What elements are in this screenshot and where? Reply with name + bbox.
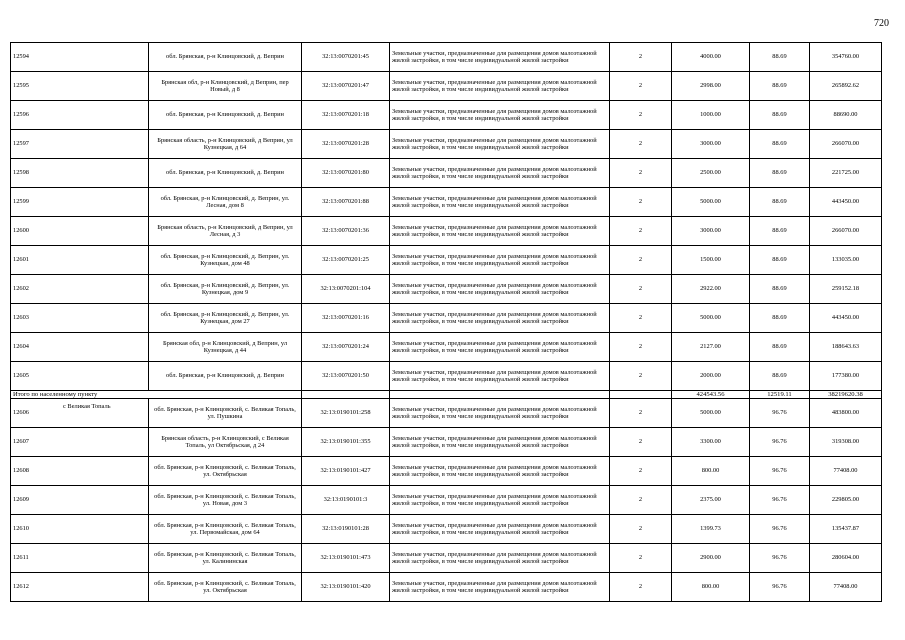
category-cell: 2 [610, 428, 672, 457]
category-cell: 2 [610, 362, 672, 391]
row-number-cell: 12611 [11, 544, 149, 573]
row-number-cell: 12599 [11, 188, 149, 217]
area-cell: 4000.00 [672, 43, 750, 72]
cadastral-value-cell: 443450.00 [810, 304, 882, 333]
subtotal-empty-cell [302, 391, 390, 399]
address-cell: обл. Брянская, р-н Клинцовский, д. Веприн [149, 362, 302, 391]
land-purpose-cell: Земельные участки, предназначенные для размещения домов малоэтажной жилой застройки, в том числе индивидуальной жилой застройки [390, 275, 610, 304]
land-purpose-cell: Земельные участки, предназначенные для размещения домов малоэтажной жилой застройки, в том числе индивидуальной жилой застройки [390, 43, 610, 72]
cadastral-number-cell: 32:13:0070201:25 [302, 246, 390, 275]
row-number-cell: 12608 [11, 457, 149, 486]
table-row [11, 217, 882, 246]
row-number-cell: 12602 [11, 275, 149, 304]
cadastral-value-cell: 188643.63 [810, 333, 882, 362]
address-cell: обл. Брянская, р-н Клинцовский, д. Веприн, ул. Кузнецкая, дом 27 [149, 304, 302, 333]
cadastral-number-cell: 32:13:0190101:355 [302, 428, 390, 457]
subtotal-value: 38219620.38 [810, 391, 882, 399]
row-number-cell: 12606 с Великая Топаль [11, 399, 149, 428]
category-cell: 2 [610, 486, 672, 515]
area-cell: 5000.00 [672, 304, 750, 333]
land-purpose-cell: Земельные участки, предназначенные для размещения домов малоэтажной жилой застройки, в том числе индивидуальной жилой застройки [390, 362, 610, 391]
area-cell: 2998.00 [672, 72, 750, 101]
address-cell: обл. Брянская, р-н Клинцовский, д. Веприн [149, 101, 302, 130]
address-cell: обл. Брянская, р-н Клинцовский, с. Великая Топаль, ул. Пушкина [149, 399, 302, 428]
cadastral-value-cell: 135437.87 [810, 515, 882, 544]
row-number-cell: 12597 [11, 130, 149, 159]
row-number-cell: 12607 [11, 428, 149, 457]
cadastral-value-cell: 354760.00 [810, 43, 882, 72]
address-cell: обл. Брянская, р-н Клинцовский, с. Великая Топаль, ул. Калининская [149, 544, 302, 573]
cadastral-number-cell: 32:13:0070201:50 [302, 362, 390, 391]
specific-value-cell: 96.76 [750, 573, 810, 602]
cadastral-number-cell: 32:13:0190101:473 [302, 544, 390, 573]
table-row [11, 72, 882, 101]
address-cell: обл. Брянская, р-н Клинцовский, с. Великая Топаль, ул. Октябрьская [149, 457, 302, 486]
cadastral-value-cell: 221725.00 [810, 159, 882, 188]
address-cell: Брянская область, р-н Клинцовский, с Великая Топаль, ул Октябрьская, д 24 [149, 428, 302, 457]
subtotal-empty-cell [610, 391, 672, 399]
cadastral-value-cell: 265892.62 [810, 72, 882, 101]
table-row [11, 515, 882, 544]
specific-value-cell: 88.69 [750, 72, 810, 101]
category-cell: 2 [610, 457, 672, 486]
table-row [11, 573, 882, 602]
category-cell: 2 [610, 333, 672, 362]
table-row [11, 159, 882, 188]
row-number-cell: 12598 [11, 159, 149, 188]
table-row [11, 428, 882, 457]
cadastral-number-cell: 32:13:0070201:47 [302, 72, 390, 101]
land-purpose-cell: Земельные участки, предназначенные для размещения домов малоэтажной жилой застройки, в том числе индивидуальной жилой застройки [390, 188, 610, 217]
land-purpose-cell: Земельные участки, предназначенные для размещения домов малоэтажной жилой застройки, в том числе индивидуальной жилой застройки [390, 304, 610, 333]
category-cell: 2 [610, 515, 672, 544]
land-purpose-cell: Земельные участки, предназначенные для размещения домов малоэтажной жилой застройки, в том числе индивидуальной жилой застройки [390, 486, 610, 515]
subtotal-area: 424543.56 [672, 391, 750, 399]
table-row [11, 333, 882, 362]
category-cell: 2 [610, 217, 672, 246]
address-cell: Брянская область, р-н Клинцовский, д Веприн, ул Кузнецкая, д 64 [149, 130, 302, 159]
land-purpose-cell: Земельные участки, предназначенные для размещения домов малоэтажной жилой застройки, в том числе индивидуальной жилой застройки [390, 246, 610, 275]
cadastral-number-cell: 32:13:0070201:80 [302, 159, 390, 188]
address-cell: обл. Брянская, р-н Клинцовский, д. Веприн, ул. Лесная, дом 8 [149, 188, 302, 217]
land-purpose-cell: Земельные участки, предназначенные для размещения домов малоэтажной жилой застройки, в том числе индивидуальной жилой застройки [390, 573, 610, 602]
land-purpose-cell: Земельные участки, предназначенные для размещения домов малоэтажной жилой застройки, в том числе индивидуальной жилой застройки [390, 333, 610, 362]
cadastral-number-cell: 32:13:0070201:104 [302, 275, 390, 304]
row-number-cell: 12604 [11, 333, 149, 362]
area-cell: 5000.00 [672, 188, 750, 217]
category-cell: 2 [610, 130, 672, 159]
cadastral-value-cell: 177380.00 [810, 362, 882, 391]
address-cell: обл. Брянская, р-н Клинцовский, с. Великая Топаль, ул. Новая, дом 3 [149, 486, 302, 515]
land-purpose-cell: Земельные участки, предназначенные для размещения домов малоэтажной жилой застройки, в том числе индивидуальной жилой застройки [390, 399, 610, 428]
table-body-velikaya-topal [11, 399, 882, 602]
specific-value-cell: 96.76 [750, 428, 810, 457]
land-purpose-cell: Земельные участки, предназначенные для размещения домов малоэтажной жилой застройки, в том числе индивидуальной жилой застройки [390, 515, 610, 544]
area-cell: 2000.00 [672, 362, 750, 391]
row-number-cell: 12605 [11, 362, 149, 391]
category-cell: 2 [610, 544, 672, 573]
cadastral-value-cell: 266070.00 [810, 217, 882, 246]
land-purpose-cell: Земельные участки, предназначенные для размещения домов малоэтажной жилой застройки, в том числе индивидуальной жилой застройки [390, 428, 610, 457]
address-cell: обл. Брянская, р-н Клинцовский, с. Великая Топаль, ул. Октябрьская [149, 573, 302, 602]
category-cell: 2 [610, 159, 672, 188]
land-purpose-cell: Земельные участки, предназначенные для размещения домов малоэтажной жилой застройки, в том числе индивидуальной жилой застройки [390, 159, 610, 188]
locality-label: с Великая Топаль [63, 402, 111, 410]
row-number-cell: 12595 [11, 72, 149, 101]
page-number: 720 [874, 18, 889, 29]
row-number-cell: 12610 [11, 515, 149, 544]
cadastral-number-cell: 32:13:0190101:427 [302, 457, 390, 486]
category-cell: 2 [610, 573, 672, 602]
specific-value-cell: 88.69 [750, 188, 810, 217]
address-cell: Брянская обл, р-н Клинцовский, д Веприн, пер Новый, д 8 [149, 72, 302, 101]
address-cell: Брянская область, р-н Клинцовский, д Веприн, ул Лесная, д 3 [149, 217, 302, 246]
cadastral-value-cell: 77408.00 [810, 573, 882, 602]
land-purpose-cell: Земельные участки, предназначенные для размещения домов малоэтажной жилой застройки, в том числе индивидуальной жилой застройки [390, 72, 610, 101]
subtotal-rate: 12519.11 [750, 391, 810, 399]
category-cell: 2 [610, 304, 672, 333]
table-row [11, 275, 882, 304]
category-cell: 2 [610, 101, 672, 130]
specific-value-cell: 88.69 [750, 217, 810, 246]
cadastral-number-cell: 32:13:0070201:36 [302, 217, 390, 246]
specific-value-cell: 96.76 [750, 399, 810, 428]
cadastral-value-cell: 229805.00 [810, 486, 882, 515]
cadastral-number-cell: 32:13:0070201:28 [302, 130, 390, 159]
cadastral-value-cell: 443450.00 [810, 188, 882, 217]
row-number-cell: 12601 [11, 246, 149, 275]
specific-value-cell: 88.69 [750, 333, 810, 362]
land-purpose-cell: Земельные участки, предназначенные для размещения домов малоэтажной жилой застройки, в том числе индивидуальной жилой застройки [390, 457, 610, 486]
row-number-cell: 12612 [11, 573, 149, 602]
subtotal-row [11, 391, 882, 399]
specific-value-cell: 96.76 [750, 457, 810, 486]
table-row [11, 362, 882, 391]
category-cell: 2 [610, 246, 672, 275]
area-cell: 1399.73 [672, 515, 750, 544]
category-cell: 2 [610, 188, 672, 217]
cadastral-value-cell: 266070.00 [810, 130, 882, 159]
cadastral-number-cell: 32:13:0070201:88 [302, 188, 390, 217]
table-row [11, 544, 882, 573]
address-cell: Брянская обл, р-н Клинцовский, д Веприн, ул Кузнецкая, д 44 [149, 333, 302, 362]
cadastral-value-cell: 259152.18 [810, 275, 882, 304]
land-purpose-cell: Земельные участки, предназначенные для размещения домов малоэтажной жилой застройки, в том числе индивидуальной жилой застройки [390, 101, 610, 130]
area-cell: 2127.00 [672, 333, 750, 362]
cadastral-value-cell: 88690.00 [810, 101, 882, 130]
cadastral-number-cell: 32:13:0070201:45 [302, 43, 390, 72]
table-row [11, 101, 882, 130]
land-purpose-cell: Земельные участки, предназначенные для размещения домов малоэтажной жилой застройки, в том числе индивидуальной жилой застройки [390, 217, 610, 246]
specific-value-cell: 88.69 [750, 246, 810, 275]
table-row [11, 486, 882, 515]
cadastral-value-cell: 280604.00 [810, 544, 882, 573]
table-body-veprin [11, 43, 882, 391]
category-cell: 2 [610, 72, 672, 101]
area-cell: 2900.00 [672, 544, 750, 573]
cadastral-number-cell: 32:13:0070201:18 [302, 101, 390, 130]
specific-value-cell: 96.76 [750, 515, 810, 544]
cadastral-number-cell: 32:13:0190101:420 [302, 573, 390, 602]
table-row [11, 246, 882, 275]
category-cell: 2 [610, 399, 672, 428]
subtotal-label: Итого по населенному пункту [11, 391, 302, 399]
table-row [11, 43, 882, 72]
land-purpose-cell: Земельные участки, предназначенные для размещения домов малоэтажной жилой застройки, в том числе индивидуальной жилой застройки [390, 544, 610, 573]
subtotal-empty-cell [390, 391, 610, 399]
specific-value-cell: 88.69 [750, 362, 810, 391]
specific-value-cell: 88.69 [750, 304, 810, 333]
row-number-cell: 12603 [11, 304, 149, 333]
address-cell: обл. Брянская, р-н Клинцовский, д. Веприн, ул. Кузнецкая, дом 9 [149, 275, 302, 304]
row-number-cell: 12600 [11, 217, 149, 246]
cadastral-number-cell: 32:13:0070201:24 [302, 333, 390, 362]
table-row [11, 399, 882, 428]
area-cell: 800.00 [672, 573, 750, 602]
specific-value-cell: 88.69 [750, 43, 810, 72]
area-cell: 3300.00 [672, 428, 750, 457]
area-cell: 1000.00 [672, 101, 750, 130]
cadastral-value-cell: 77408.00 [810, 457, 882, 486]
address-cell: обл. Брянская, р-н Клинцовский, с. Великая Топаль, ул. Первомайская, дом 64 [149, 515, 302, 544]
land-purpose-cell: Земельные участки, предназначенные для размещения домов малоэтажной жилой застройки, в том числе индивидуальной жилой застройки [390, 130, 610, 159]
address-cell: обл. Брянская, р-н Клинцовский, д. Веприн [149, 159, 302, 188]
row-number-cell: 12594 [11, 43, 149, 72]
address-cell: обл. Брянская, р-н Клинцовский, д. Веприн [149, 43, 302, 72]
category-cell: 2 [610, 275, 672, 304]
area-cell: 2500.00 [672, 159, 750, 188]
cadastral-value-table [10, 42, 882, 602]
category-cell: 2 [610, 43, 672, 72]
address-cell: обл. Брянская, р-н Клинцовский, д. Веприн, ул. Кузнецкая, дом 48 [149, 246, 302, 275]
cadastral-number-cell: 32:13:0190101:28 [302, 515, 390, 544]
specific-value-cell: 88.69 [750, 101, 810, 130]
area-cell: 2375.00 [672, 486, 750, 515]
area-cell: 2922.00 [672, 275, 750, 304]
cadastral-number-cell: 32:13:0070201:16 [302, 304, 390, 333]
table-row [11, 457, 882, 486]
specific-value-cell: 88.69 [750, 130, 810, 159]
table-row [11, 130, 882, 159]
specific-value-cell: 88.69 [750, 275, 810, 304]
specific-value-cell: 88.69 [750, 159, 810, 188]
cadastral-number-cell: 32:13:0190101:3 [302, 486, 390, 515]
table-row [11, 188, 882, 217]
specific-value-cell: 96.76 [750, 486, 810, 515]
row-number-cell: 12609 [11, 486, 149, 515]
specific-value-cell: 96.76 [750, 544, 810, 573]
cadastral-number-cell: 32:13:0190101:258 [302, 399, 390, 428]
table-body-subtotal [11, 391, 882, 399]
cadastral-value-cell: 319308.00 [810, 428, 882, 457]
area-cell: 3000.00 [672, 130, 750, 159]
area-cell: 1500.00 [672, 246, 750, 275]
cadastral-value-cell: 483800.00 [810, 399, 882, 428]
area-cell: 3000.00 [672, 217, 750, 246]
cadastral-value-cell: 133035.00 [810, 246, 882, 275]
area-cell: 5000.00 [672, 399, 750, 428]
area-cell: 800.00 [672, 457, 750, 486]
row-number-cell: 12596 [11, 101, 149, 130]
table-row [11, 304, 882, 333]
